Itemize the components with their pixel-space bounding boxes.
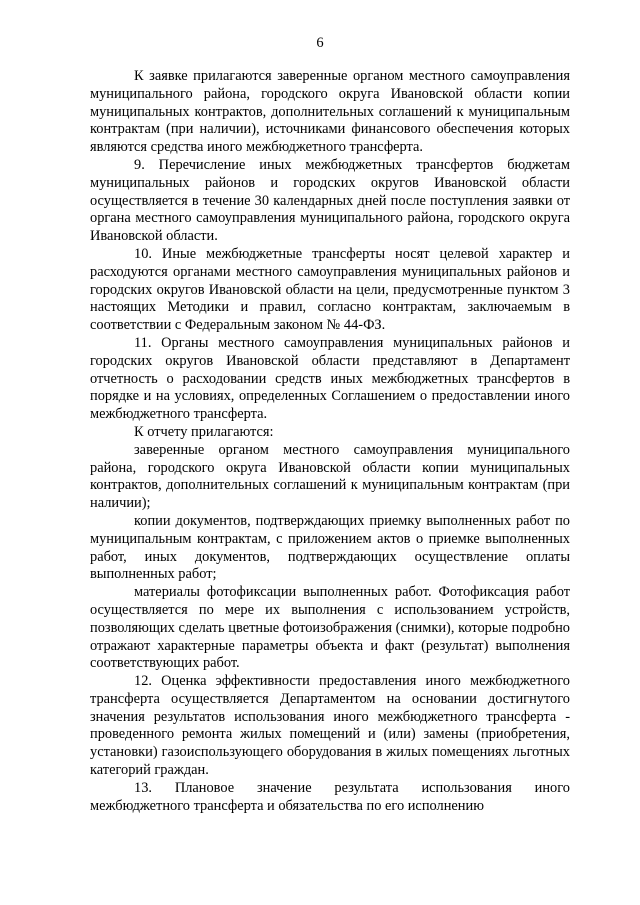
paragraph-9-transfer-timing: 9. Перечисление иных межбюджетных трансфертов бюджетам муниципальных районов и городских округов Ивановской области осуществляется в течение 30 календарных дней после поступления заявки от органа местного самоуправления муниципального района, городского округа Ивановской области. bbox=[90, 156, 570, 245]
paragraph-acceptance-documents: копии документов, подтверждающих приемку выполненных работ по муниципальным контрактам, с приложением актов о приемке выполненных работ, иных документов, подтверждающих осуществление оплаты выполненных работ; bbox=[90, 512, 570, 583]
document-body bbox=[90, 68, 570, 815]
paragraph-contract-copies: заверенные органом местного самоуправления муниципального района, городского округа Ивановской области копии муниципальных контрактов, дополнительных соглашений к муниципальным контрактам (при наличии); bbox=[90, 441, 570, 512]
paragraph-application-attachments: К заявке прилагаются заверенные органом местного самоуправления муниципального района, городского округа Ивановской области копии муниципальных контрактов, дополнительных соглашений к муниципальным контрактам (при наличии), источниками финансового обеспечения которых являются средства иного межбюджетного трансферта. bbox=[90, 68, 570, 156]
paragraph-11-reporting: 11. Органы местного самоуправления муниципальных районов и городских округов Ивановской области представляют в Департамент отчетность о расходовании средств иных межбюджетных трансфертов в порядке и на условиях, определенных Соглашением о предоставлении иного межбюджетного трансферта. bbox=[90, 334, 570, 423]
paragraph-10-targeted-use: 10. Иные межбюджетные трансферты носят целевой характер и расходуются органами местного самоуправления муниципальных районов и городских округов Ивановской области на цели, предусмотренные пунктом 3 настоящих Методики и правил, согласно контрактам, заключаемым в соответствии с Федеральным законом № 44-ФЗ. bbox=[90, 245, 570, 334]
paragraph-report-attachments-heading: К отчету прилагаются: bbox=[134, 423, 274, 440]
paragraph-13-planned-value: 13. Плановое значение результата использования иного межбюджетного трансферта и обязательства по его исполнению bbox=[90, 779, 570, 814]
paragraph-12-efficiency-evaluation: 12. Оценка эффективности предоставления иного межбюджетного трансферта осуществляется Департаментом на основании достигнутого значения результатов использования иного межбюджетного трансферта - проведенного ремонта жилых помещений и (или) замены (приобретения, установки) газоиспользующего оборудования в жилых помещениях льготных категорий граждан. bbox=[90, 673, 570, 779]
paragraph-photo-materials: материалы фотофиксации выполненных работ. Фотофиксация работ осуществляется по мере их выполнения с использованием устройств, позволяющих сделать цветные фотоизображения (снимки), которые подробно отражают характерные параметры объекта и факт (результат) выполнения соответствующих работ. bbox=[90, 584, 570, 672]
page-number: 6 bbox=[316, 35, 324, 51]
